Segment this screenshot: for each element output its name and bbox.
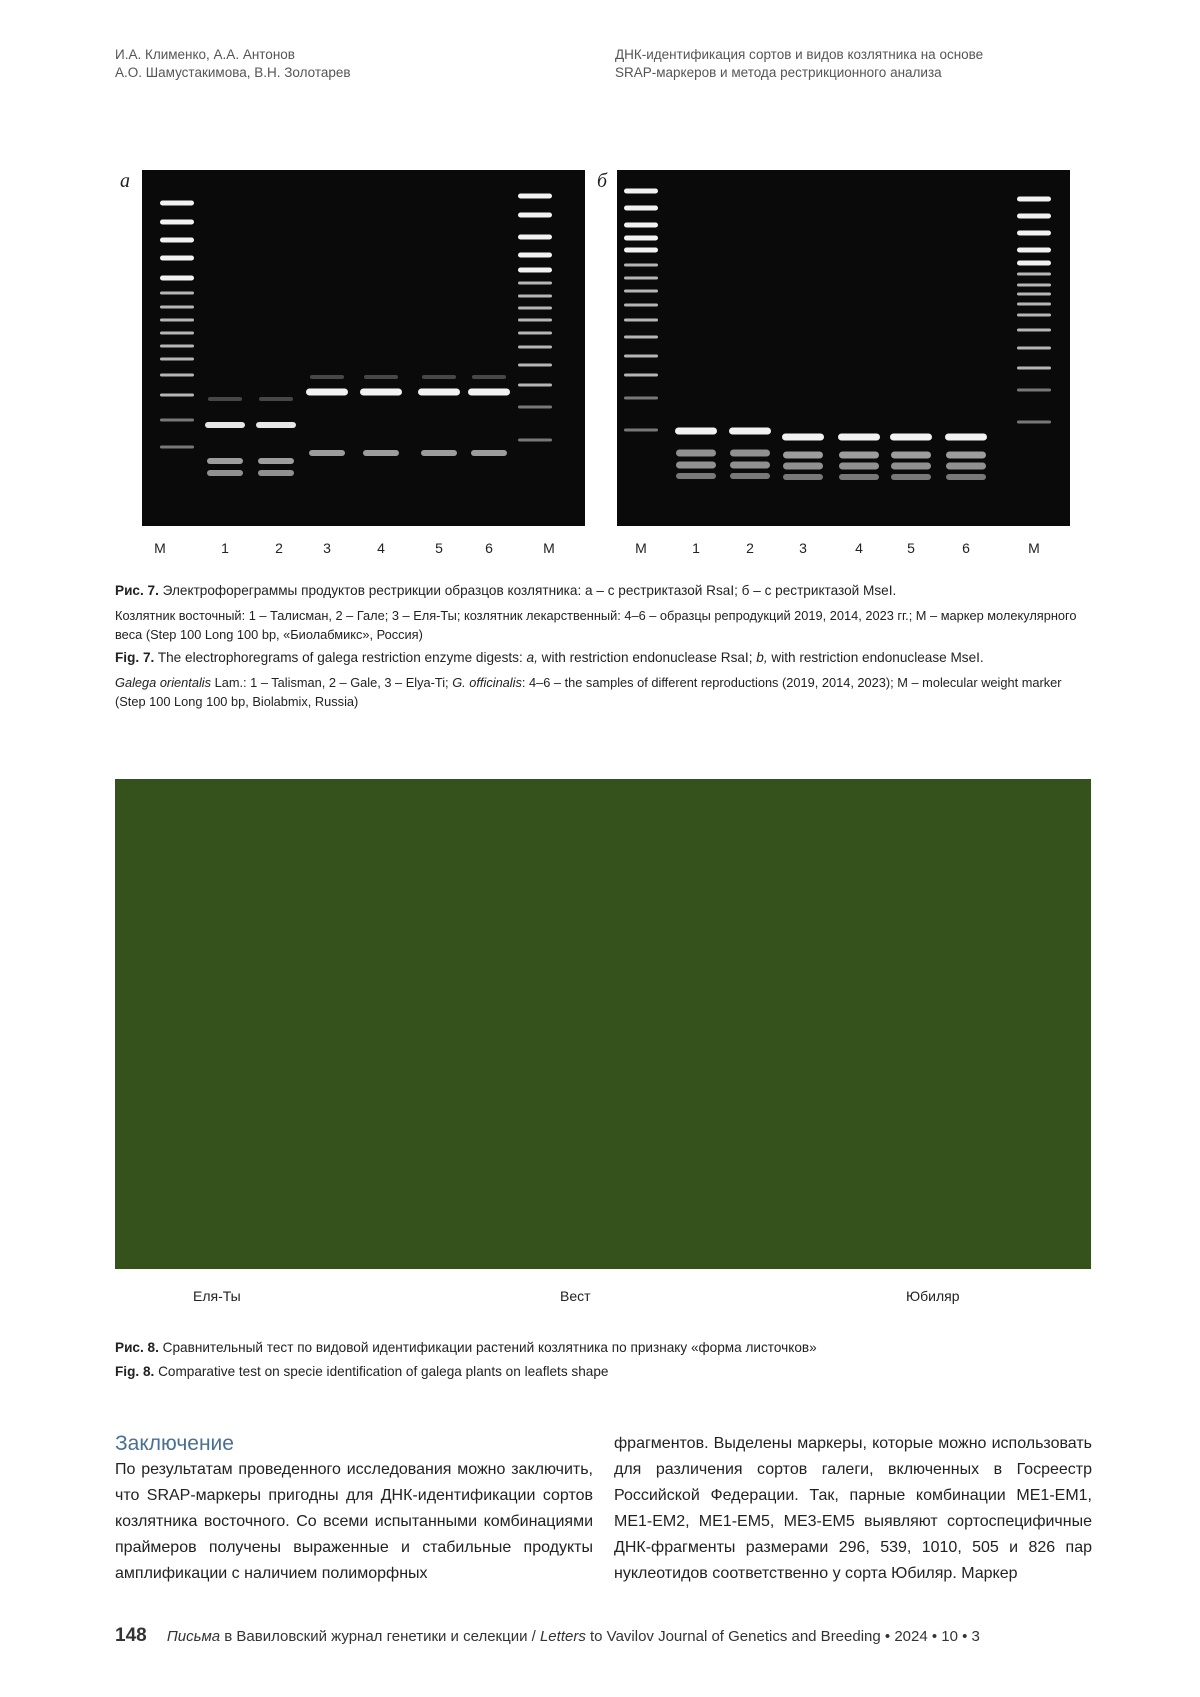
running-header-title	[615, 46, 983, 82]
gel-a-band	[363, 450, 399, 456]
lane-label-a-m-left: M	[154, 540, 166, 556]
gel-a-ladder-band	[160, 358, 194, 361]
fig7-title-en-part1: The electrophoregrams of galega restriction enzyme digests:	[157, 650, 523, 665]
gel-b-band	[730, 473, 770, 479]
gel-a-ladder-band	[518, 253, 552, 258]
lane-label-a-6: 6	[485, 540, 493, 556]
gel-a-ladder-band	[160, 238, 194, 243]
fig8-caption-en	[115, 1362, 1090, 1381]
gel-b-ladder-band	[624, 355, 658, 358]
gel-b-band	[891, 452, 931, 459]
gel-b-ladder-band	[624, 429, 658, 432]
gel-a-band	[258, 470, 294, 476]
lane-label-a-3: 3	[323, 540, 331, 556]
plant-label-yubilyar: Юбиляр	[906, 1288, 960, 1304]
gel-a-ladder-band	[518, 295, 552, 298]
gel-a-ladder-band	[160, 306, 194, 309]
fig7-caption-en-body	[115, 673, 1090, 711]
lane-label-b-2: 2	[746, 540, 754, 556]
journal-ru-rest: в Вавиловский журнал генетики и селекции /	[224, 1628, 536, 1645]
section-heading-conclusion: Заключение	[115, 1432, 234, 1455]
gel-b-graphic	[617, 170, 1070, 526]
gel-a-ladder-band	[518, 213, 552, 218]
gel-b-band	[839, 452, 879, 459]
gel-b-ladder-band	[624, 223, 658, 228]
fig7-title-en-part3: with restriction endonuclease MseI.	[771, 650, 984, 665]
lane-label-b-m-left: M	[635, 540, 647, 556]
gel-b-ladder-band	[624, 336, 658, 339]
gel-b-ladder-band	[1017, 273, 1051, 276]
gel-image-b	[617, 170, 1070, 526]
gel-a-ladder-band	[518, 346, 552, 349]
lane-label-a-m-right: M	[543, 540, 555, 556]
lane-label-a-2: 2	[275, 540, 283, 556]
fig7-title-ru: Электрофореграммы продуктов рестрикции образцов козлятника: а – с рестриктазой RsaI; б – с рестриктазой MseI.	[162, 583, 897, 598]
lane-label-b-5: 5	[907, 540, 915, 556]
gel-b-ladder-band	[1017, 421, 1051, 424]
gel-a-band	[205, 422, 245, 428]
lane-label-a-5: 5	[435, 540, 443, 556]
lane-label-a-1: 1	[221, 540, 229, 556]
gel-b-band	[782, 434, 824, 441]
gel-a-ladder-band	[160, 394, 194, 397]
gel-b-ladder-band	[624, 236, 658, 241]
gel-b-ladder-band	[1017, 214, 1051, 219]
gel-b-band	[783, 452, 823, 459]
gel-a-band	[259, 397, 293, 401]
gel-a-ladder-band	[518, 282, 552, 285]
journal-ru-italic: Письма	[166, 1628, 221, 1645]
fig7-caption-ru-body: Козлятник восточный: 1 – Талисман, 2 – Гале; 3 – Еля-Ты; козлятник лекарственный: 4–6 – образцы репродукций 2019, 2014, 2023 гг.; М – маркер молекулярного веса (Step 100 Long 100 bp, «Биолабмикс», Россия)	[115, 608, 1077, 642]
fig8-label-ru: Рис. 8.	[115, 1340, 159, 1355]
lane-label-b-3: 3	[799, 540, 807, 556]
gel-b-ladder-band	[1017, 389, 1051, 392]
fig7-species-1: Galega orientalis	[115, 675, 212, 690]
gel-b-ladder-band	[1017, 261, 1051, 266]
lane-label-b-1: 1	[692, 540, 700, 556]
gel-a-ladder-band	[518, 307, 552, 310]
gel-a-band	[309, 450, 345, 456]
gel-b-band	[783, 474, 823, 480]
gel-a-graphic	[142, 170, 585, 526]
gel-a-ladder-band	[518, 364, 552, 367]
gel-b-ladder-band	[1017, 303, 1051, 306]
plant-label-vest: Вест	[560, 1288, 591, 1304]
gel-b-ladder-band	[1017, 197, 1051, 202]
journal-issue: • 2024 • 10 • 3	[884, 1628, 980, 1645]
gel-a-band	[207, 470, 243, 476]
gel-b-ladder-band	[624, 206, 658, 211]
gel-b-band	[676, 473, 716, 479]
fig7-label-ru: Рис. 7.	[115, 583, 159, 598]
gel-b-ladder-band	[1017, 347, 1051, 350]
gel-b-ladder-band	[624, 290, 658, 293]
fig8-label-en: Fig. 8.	[115, 1364, 155, 1379]
gel-b-band	[783, 463, 823, 470]
gel-b-band	[729, 428, 771, 435]
fig7-caption-ru-title	[115, 581, 1090, 600]
fig7-body-en-part2: : 4–6 – the samples of different reproductions (2019, 2014, 2023); M – molecular weight marker (Step 100 Long 100 bp, Biolabmix, Russia)	[115, 675, 1062, 709]
gel-a-ladder-band	[160, 256, 194, 261]
gel-a-ladder-band	[160, 201, 194, 206]
fig7-title-en-part2: with restriction endonuclease RsaI;	[541, 650, 753, 665]
gel-b-ladder-band	[624, 374, 658, 377]
gel-a-band	[468, 389, 510, 396]
gel-a-band	[364, 375, 398, 379]
gel-b-band	[946, 452, 986, 459]
gel-b-band	[890, 434, 932, 441]
gel-a-ladder-band	[518, 268, 552, 273]
gel-a-band	[258, 458, 294, 464]
gel-b-band	[676, 450, 716, 457]
gel-b-ladder-band	[1017, 314, 1051, 317]
gel-b-band	[676, 462, 716, 469]
gel-b-band	[730, 450, 770, 457]
fig7-title-en-b: b,	[756, 650, 768, 665]
gel-a-ladder-band	[160, 319, 194, 322]
authors-line-1: И.А. Клименко, А.А. Антонов	[115, 47, 295, 62]
running-header-authors	[115, 46, 351, 82]
body-text-left-column: По результатам проведенного исследования можно заключить, что SRAP-маркеры пригодны для ДНК-идентификации сортов козлятника восточного. Со всеми испытанными комбинациями праймеров получены выраженные и стабильные продукты амплификации с наличием полиморфных	[115, 1461, 593, 1582]
gel-b-band	[839, 474, 879, 480]
panel-a-letter: а	[120, 170, 130, 192]
body-text-right-column: фрагментов. Выделены маркеры, которые можно использовать для различения сортов галеги, включенных в Госреестр Российской Федерации. Так, парные комбинации ME1-EM1, ME1-EM2, ME1-EM5, ME3-EM5 выявляют сортоспецифичные ДНК-фрагменты размерами 296, 539, 1010, 505 и 826 пар нуклеотидов соответственно у сорта Юбиляр. Маркер	[614, 1435, 1092, 1582]
title-line-2: SRAP-маркеров и метода рестрикционного анализа	[615, 65, 942, 80]
page-footer	[115, 1625, 980, 1647]
page-number: 148	[115, 1625, 147, 1646]
gel-b-band	[945, 434, 987, 441]
gel-b-ladder-band	[1017, 367, 1051, 370]
gel-b-ladder-band	[624, 397, 658, 400]
fig7-species-2: G. officinalis	[452, 675, 522, 690]
gel-a-band	[421, 450, 457, 456]
gel-b-ladder-band	[624, 264, 658, 267]
gel-a-ladder-band	[160, 419, 194, 422]
gel-b-ladder-band	[624, 189, 658, 194]
gel-b-ladder-band	[624, 248, 658, 253]
gel-b-ladder-band	[1017, 284, 1051, 287]
fig7-label-en: Fig. 7.	[115, 650, 155, 665]
gel-a-ladder-band	[160, 292, 194, 295]
plant-label-elya-ti: Еля-Ты	[193, 1288, 241, 1304]
gel-a-band	[256, 422, 296, 428]
gel-a-ladder-band	[518, 235, 552, 240]
lane-label-b-4: 4	[855, 540, 863, 556]
gel-b-band	[839, 463, 879, 470]
gel-image-a	[142, 170, 585, 526]
fig7-title-en-a: a,	[526, 650, 538, 665]
gel-a-band	[207, 458, 243, 464]
gel-a-ladder-band	[160, 332, 194, 335]
gel-b-band	[675, 428, 717, 435]
fig8-caption-ru	[115, 1338, 1090, 1357]
plants-photograph	[115, 779, 1091, 1269]
gel-a-band	[306, 389, 348, 396]
gel-a-band	[310, 375, 344, 379]
gel-b-band	[946, 463, 986, 470]
gel-b-band	[946, 474, 986, 480]
gel-b-band	[891, 463, 931, 470]
gel-a-ladder-band	[160, 446, 194, 449]
gel-b-ladder-band	[1017, 329, 1051, 332]
fig8-text-en: Comparative test on specie identification of galega plants on leaflets shape	[158, 1364, 609, 1379]
fig8-text-ru: Сравнительный тест по видовой идентификации растений козлятника по признаку «форма листочков»	[162, 1340, 817, 1355]
gel-a-band	[422, 375, 456, 379]
lane-label-a-4: 4	[377, 540, 385, 556]
gel-b-band	[838, 434, 880, 441]
lane-label-b-m-right: M	[1028, 540, 1040, 556]
gel-a-ladder-band	[518, 194, 552, 199]
gel-b-band	[891, 474, 931, 480]
gel-a-ladder-band	[160, 220, 194, 225]
gel-a-ladder-band	[518, 406, 552, 409]
gel-a-ladder-band	[160, 374, 194, 377]
gel-a-band	[360, 389, 402, 396]
gel-a-ladder-band	[518, 332, 552, 335]
title-line-1: ДНК-идентификация сортов и видов козлятника на основе	[615, 47, 984, 62]
gel-a-ladder-band	[518, 319, 552, 322]
fig7-body-en-part1: Lam.: 1 – Talisman, 2 – Gale, 3 – Elya-Ti;	[214, 675, 449, 690]
gel-b-ladder-band	[1017, 293, 1051, 296]
gel-a-band	[208, 397, 242, 401]
gel-b-ladder-band	[624, 304, 658, 307]
gel-a-band	[418, 389, 460, 396]
gel-b-ladder-band	[624, 319, 658, 322]
gel-a-ladder-band	[160, 276, 194, 281]
gel-b-band	[730, 462, 770, 469]
gel-a-ladder-band	[518, 384, 552, 387]
gel-b-ladder-band	[1017, 231, 1051, 236]
gel-a-ladder-band	[518, 439, 552, 442]
authors-line-2: А.О. Шамустакимова, В.Н. Золотарев	[115, 65, 351, 80]
gel-b-ladder-band	[624, 277, 658, 280]
lane-label-b-6: 6	[962, 540, 970, 556]
panel-b-letter: б	[597, 170, 608, 192]
gel-b-ladder-band	[1017, 248, 1051, 253]
gel-a-ladder-band	[160, 345, 194, 348]
journal-en-rest: to Vavilov Journal of Genetics and Breeding	[590, 1628, 881, 1645]
journal-en-italic: Letters	[539, 1628, 586, 1645]
fig7-caption-en-title	[115, 648, 1090, 667]
gel-a-band	[471, 450, 507, 456]
gel-a-band	[472, 375, 506, 379]
